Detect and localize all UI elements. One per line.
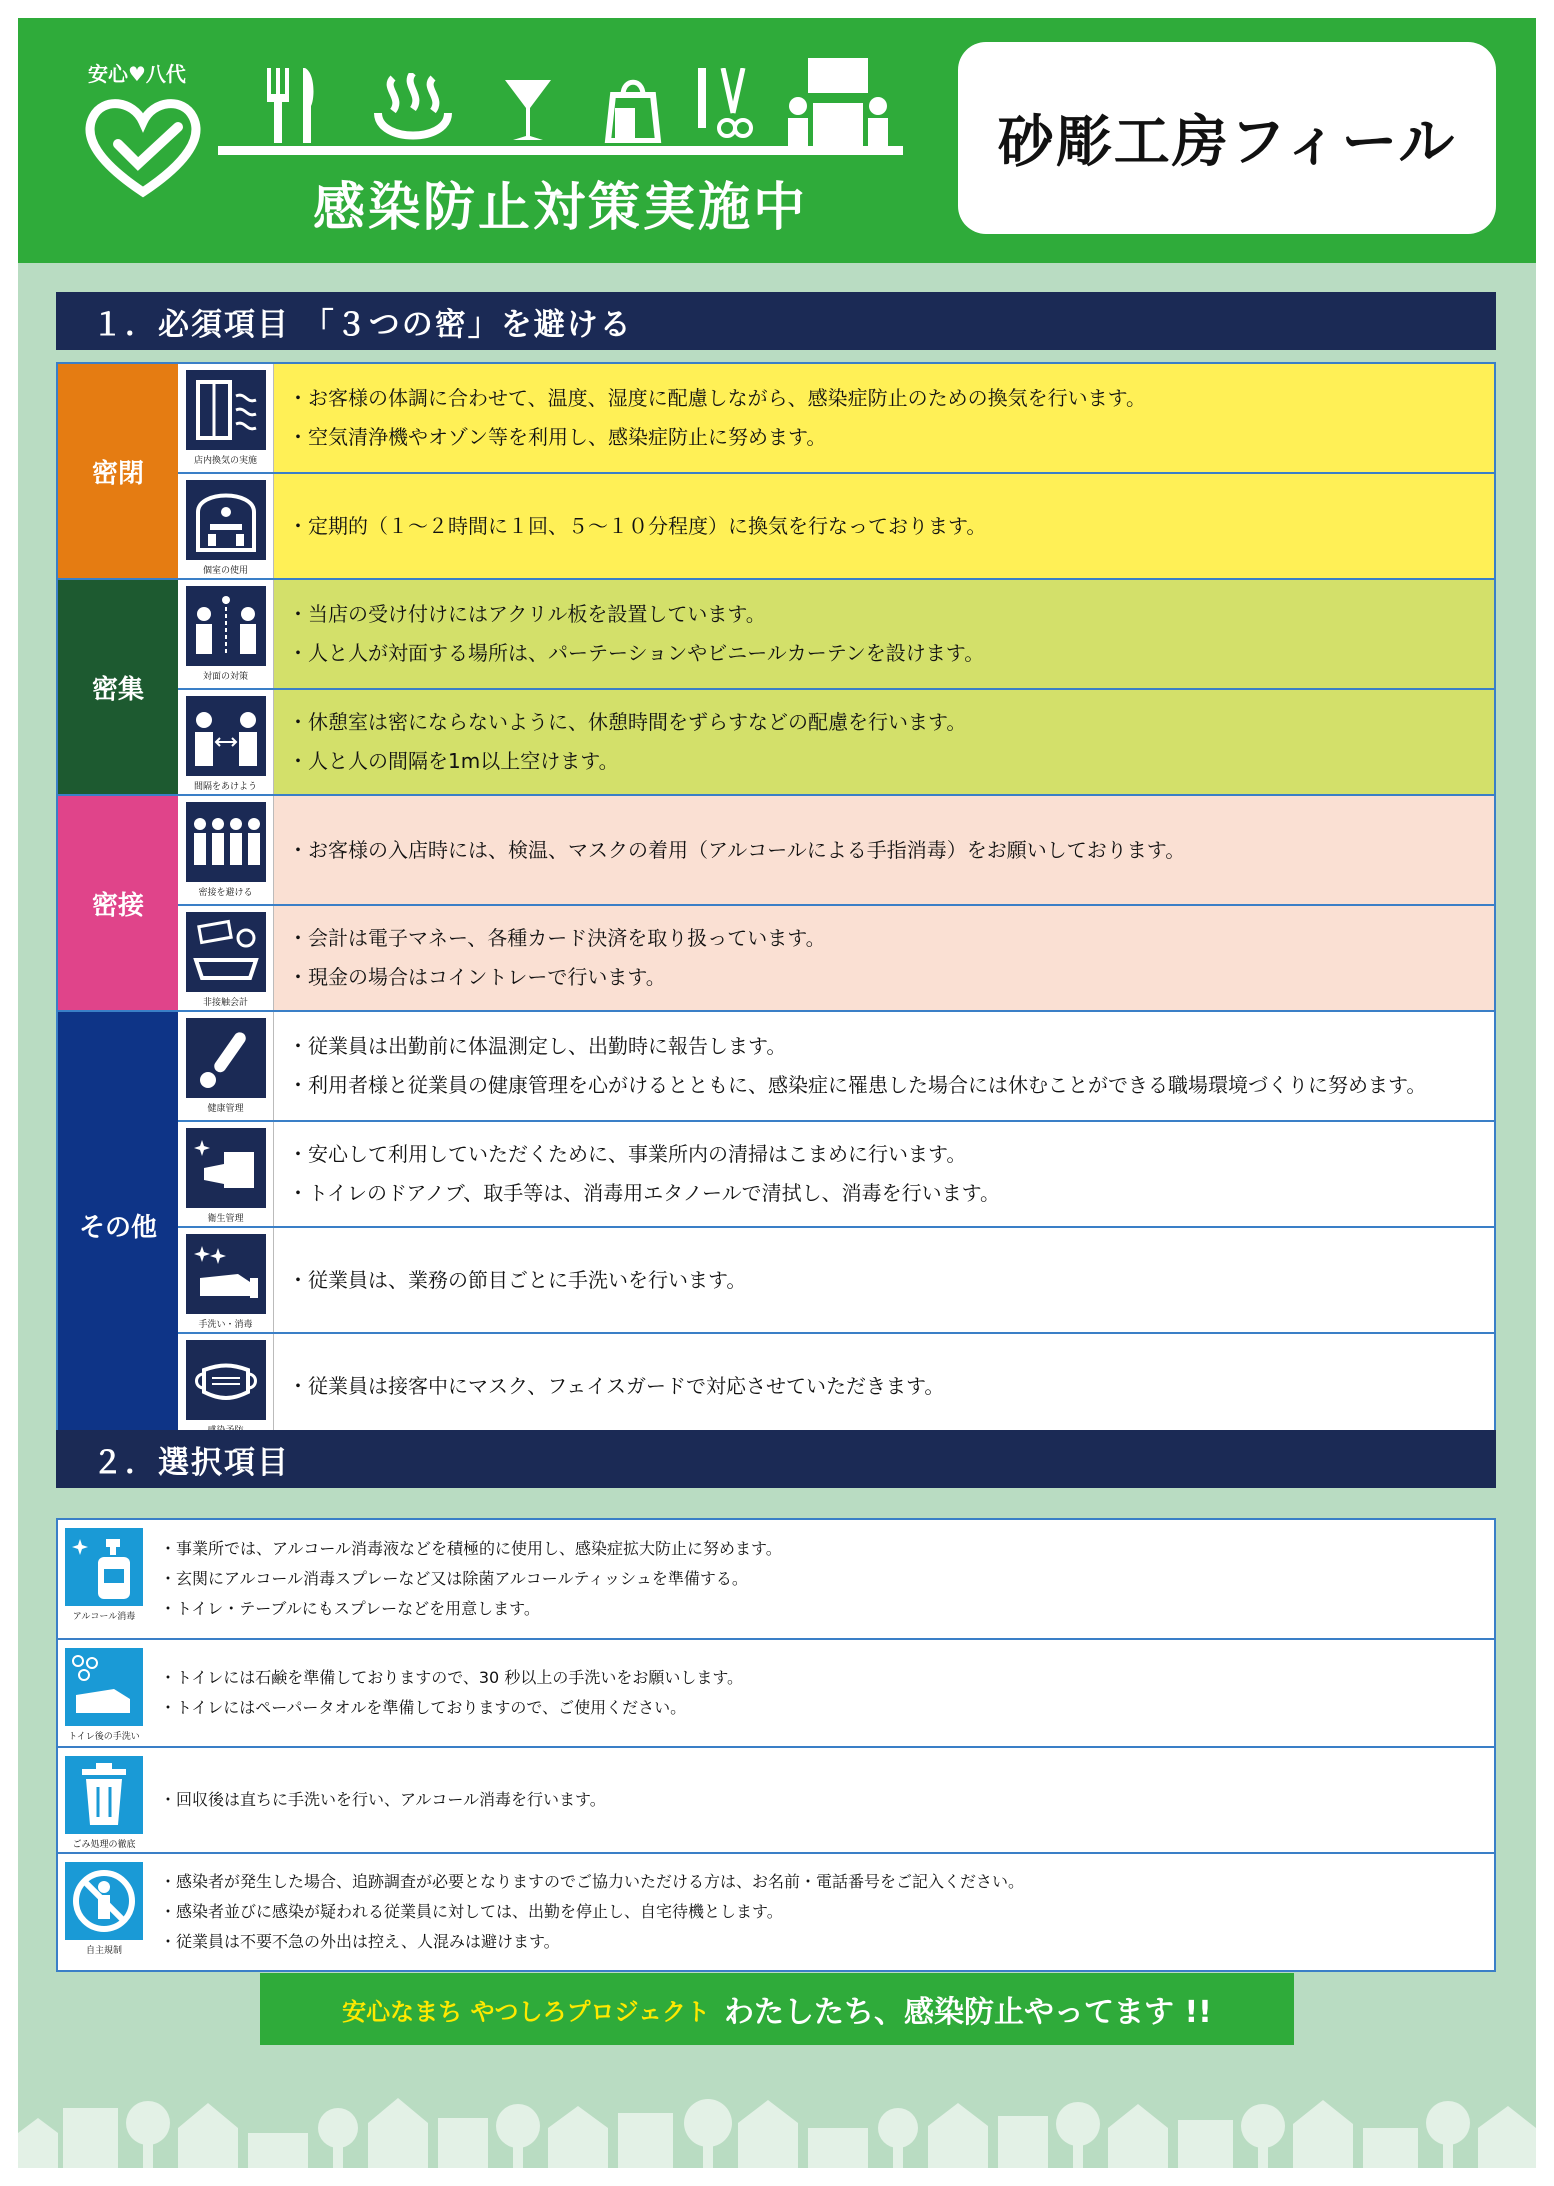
icon-caption: トイレ後の手洗い <box>68 1732 140 1742</box>
section1-table <box>56 362 1496 1440</box>
optional-icon-cell <box>58 1520 150 1638</box>
measure-icon-cell <box>178 580 274 688</box>
alcohol-spray-icon <box>68 1531 140 1603</box>
measure-icon-box <box>186 1128 266 1208</box>
optional-line: ・従業員は不要不急の外出は控え、人混みは避けます。 <box>160 1932 560 1951</box>
measure-icon-cell <box>178 1122 274 1226</box>
face-to-face-icon <box>190 590 262 662</box>
hot-spring-icon <box>373 73 453 143</box>
toilet-handwash-icon <box>68 1651 140 1723</box>
contactless-payment-icon <box>190 916 262 988</box>
measure-icon-cell <box>178 364 274 472</box>
measure-row <box>178 1120 1494 1226</box>
banner-title: 感染防止対策実施中 <box>312 178 808 238</box>
trash-can-icon <box>68 1759 140 1831</box>
measure-line: ・当店の受け付けにはアクリル板を設置しています。 <box>288 602 766 626</box>
optional-text <box>150 1520 1494 1638</box>
icon-caption: 個室の使用 <box>202 566 248 576</box>
icon-caption: アルコール消毒 <box>72 1612 136 1622</box>
measure-row <box>178 904 1494 1010</box>
scissors-comb-icon <box>693 68 753 143</box>
optional-text <box>150 1748 1494 1852</box>
optional-icon-cell <box>58 1640 150 1746</box>
icon-caption: 手洗い・消毒 <box>198 1320 253 1330</box>
shop-name: 砂彫工房フィール <box>997 110 1457 175</box>
category-group <box>56 1012 1496 1440</box>
section1-heading: １．必須項目 「３つの密」を避ける <box>56 292 1496 350</box>
measure-line: ・人と人の間隔を1m以上空けます。 <box>288 749 619 773</box>
measure-row <box>178 580 1494 688</box>
optional-line: ・玄関にアルコール消毒スプレーなど又は除菌アルコールティッシュを準備する。 <box>160 1569 748 1588</box>
measure-row <box>178 1332 1494 1438</box>
optional-icon-cell <box>58 1854 150 1970</box>
optional-icon-box <box>65 1648 143 1726</box>
category-rows <box>178 1012 1494 1438</box>
measure-icon-box <box>186 370 266 450</box>
measure-icon-box <box>186 480 266 560</box>
private-room-icon <box>190 484 262 556</box>
measure-icon-cell <box>178 1228 274 1332</box>
measure-icon-box <box>186 1018 266 1098</box>
measure-text <box>274 906 1494 1010</box>
optional-icon-box <box>65 1528 143 1606</box>
icon-caption: 対面の対策 <box>202 672 248 682</box>
optional-line: ・感染者並びに感染が疑われる従業員に対しては、出勤を停止し、自宅待機とします。 <box>160 1902 783 1921</box>
measure-icon-cell <box>178 474 274 578</box>
shopping-bag-icon <box>603 73 663 143</box>
measure-icon-cell <box>178 1012 274 1120</box>
measure-icon-cell <box>178 690 274 794</box>
optional-line: ・感染者が発生した場合、追跡調査が必要となりますのでご協力いただける方は、お名前・電話番号をご記入ください。 <box>160 1872 1025 1891</box>
town-silhouette <box>18 2078 1536 2168</box>
optional-icon-box <box>65 1756 143 1834</box>
footer-banner <box>260 1973 1294 2045</box>
ventilation-icon <box>190 374 262 446</box>
footer-slogan: わたしたち、感染防止やってます !! <box>724 1995 1212 2030</box>
measure-row <box>178 472 1494 578</box>
measure-icon-cell <box>178 1334 274 1438</box>
icon-caption: 間隔をあけよう <box>193 782 257 792</box>
category-rows <box>178 364 1494 578</box>
icon-caption: 自主規制 <box>85 1946 122 1956</box>
measure-text <box>274 1334 1494 1438</box>
optional-line: ・トイレ・テーブルにもスプレーなどを用意します。 <box>160 1599 540 1618</box>
heart-check-icon <box>78 92 208 202</box>
measure-line: ・会計は電子マネー、各種カード決済を取り扱っています。 <box>288 926 826 950</box>
header <box>18 18 1536 263</box>
measure-text <box>274 1122 1494 1226</box>
measure-text <box>274 690 1494 794</box>
cocktail-icon <box>503 78 553 143</box>
optional-line: ・事業所では、アルコール消毒液などを積極的に使用し、感染症拡大防止に努めます。 <box>160 1539 782 1558</box>
hand-wash-icon <box>190 1238 262 1310</box>
category-group <box>56 580 1496 796</box>
category-group <box>56 796 1496 1012</box>
icon-caption: 健康管理 <box>207 1104 244 1114</box>
optional-icon-cell <box>58 1748 150 1852</box>
distance-icon <box>190 700 262 772</box>
category-group <box>56 362 1496 580</box>
measure-row <box>178 796 1494 904</box>
optional-row <box>58 1520 1494 1638</box>
measure-line: ・お客様の体調に合わせて、温度、湿度に配慮しながら、感染症防止のための換気を行います。 <box>288 386 1146 410</box>
measure-icon-box <box>186 802 266 882</box>
measure-line: ・お客様の入店時には、検温、マスクの着用（アルコールによる手指消毒）をお願いしております。 <box>288 837 1186 862</box>
no-entry-person-icon <box>68 1865 140 1937</box>
icon-caption: 密接を避ける <box>198 888 253 898</box>
measure-text <box>274 474 1494 578</box>
measure-line: ・定期的（１～２時間に１回、５～１０分程度）に換気を行なっております。 <box>288 513 987 538</box>
section2-table <box>56 1518 1496 1972</box>
measure-line: ・休憩室は密にならないように、休憩時間をずらすなどの配慮を行います。 <box>288 710 967 734</box>
category-rows <box>178 580 1494 794</box>
mask-icon <box>190 1344 262 1416</box>
section2-heading: ２．選択項目 <box>56 1430 1496 1488</box>
measure-text <box>274 796 1494 904</box>
fork-knife-icon <box>263 68 323 143</box>
logo <box>78 58 238 218</box>
header-divider <box>218 146 903 155</box>
cleaning-icon <box>190 1132 262 1204</box>
icon-caption: 非接触会計 <box>202 998 248 1008</box>
measure-text <box>274 364 1494 472</box>
measure-icon-box <box>186 586 266 666</box>
measure-row <box>178 364 1494 472</box>
category-rows <box>178 796 1494 1010</box>
facility-icons <box>263 58 903 158</box>
category-label: 密閉 <box>58 364 178 578</box>
optional-text <box>150 1854 1494 1970</box>
icon-caption: 衛生管理 <box>207 1214 244 1224</box>
measure-line: ・現金の場合はコイントレーで行います。 <box>288 965 666 989</box>
measure-line: ・安心して利用していただくために、事業所内の清掃はこまめに行います。 <box>288 1142 967 1166</box>
icon-caption: ごみ処理の徹底 <box>72 1840 136 1850</box>
category-label: 密接 <box>58 796 178 1010</box>
category-label: 密集 <box>58 580 178 794</box>
logo-text: 安心♥八代 <box>88 62 186 86</box>
optional-line: ・トイレにはペーパータオルを準備しておりますので、ご使用ください。 <box>160 1698 687 1717</box>
optional-line: ・トイレには石鹸を準備しておりますので、30 秒以上の手洗いをお願いします。 <box>160 1668 744 1687</box>
measure-row <box>178 1226 1494 1332</box>
shop-name-box <box>958 42 1496 234</box>
measure-icon-box <box>186 696 266 776</box>
meeting-icon <box>783 58 893 153</box>
category-label: その他 <box>58 1012 178 1438</box>
optional-text <box>150 1640 1494 1746</box>
optional-line: ・回収後は直ちに手洗いを行い、アルコール消毒を行います。 <box>160 1790 606 1809</box>
poster <box>18 18 1536 2168</box>
measure-text <box>274 580 1494 688</box>
measure-text <box>274 1012 1494 1120</box>
icon-caption: 店内換気の実施 <box>193 456 257 466</box>
measure-line: ・従業員は、業務の節目ごとに手洗いを行います。 <box>288 1267 747 1292</box>
measure-line: ・従業員は出勤前に体温測定し、出勤時に報告します。 <box>288 1034 787 1058</box>
measure-line: ・トイレのドアノブ、取手等は、消毒用エタノールで清拭し、消毒を行います。 <box>288 1181 1000 1205</box>
measure-icon-cell <box>178 796 274 904</box>
footer-project: 安心なまち やつしろプロジェクト <box>342 1997 711 2026</box>
measure-line: ・利用者様と従業員の健康管理を心がけるとともに、感染症に罹患した場合には休むことができる職場環境づくりに努めます。 <box>288 1073 1427 1097</box>
measure-icon-box <box>186 1234 266 1314</box>
measure-icon-box <box>186 912 266 992</box>
thermometer-icon <box>190 1022 262 1094</box>
measure-line: ・空気清浄機やオゾン等を利用し、感染症防止に努めます。 <box>288 425 827 449</box>
measure-row <box>178 688 1494 794</box>
measure-text <box>274 1228 1494 1332</box>
avoid-contact-icon <box>190 806 262 878</box>
measure-line: ・従業員は接客中にマスク、フェイスガードで対応させていただきます。 <box>288 1373 945 1398</box>
measure-icon-cell <box>178 906 274 1010</box>
optional-icon-box <box>65 1862 143 1940</box>
measure-icon-box <box>186 1340 266 1420</box>
measure-line: ・人と人が対面する場所は、パーテーションやビニールカーテンを設けます。 <box>288 641 985 665</box>
optional-row <box>58 1852 1494 1970</box>
measure-row <box>178 1012 1494 1120</box>
optional-row <box>58 1746 1494 1852</box>
optional-row <box>58 1638 1494 1746</box>
